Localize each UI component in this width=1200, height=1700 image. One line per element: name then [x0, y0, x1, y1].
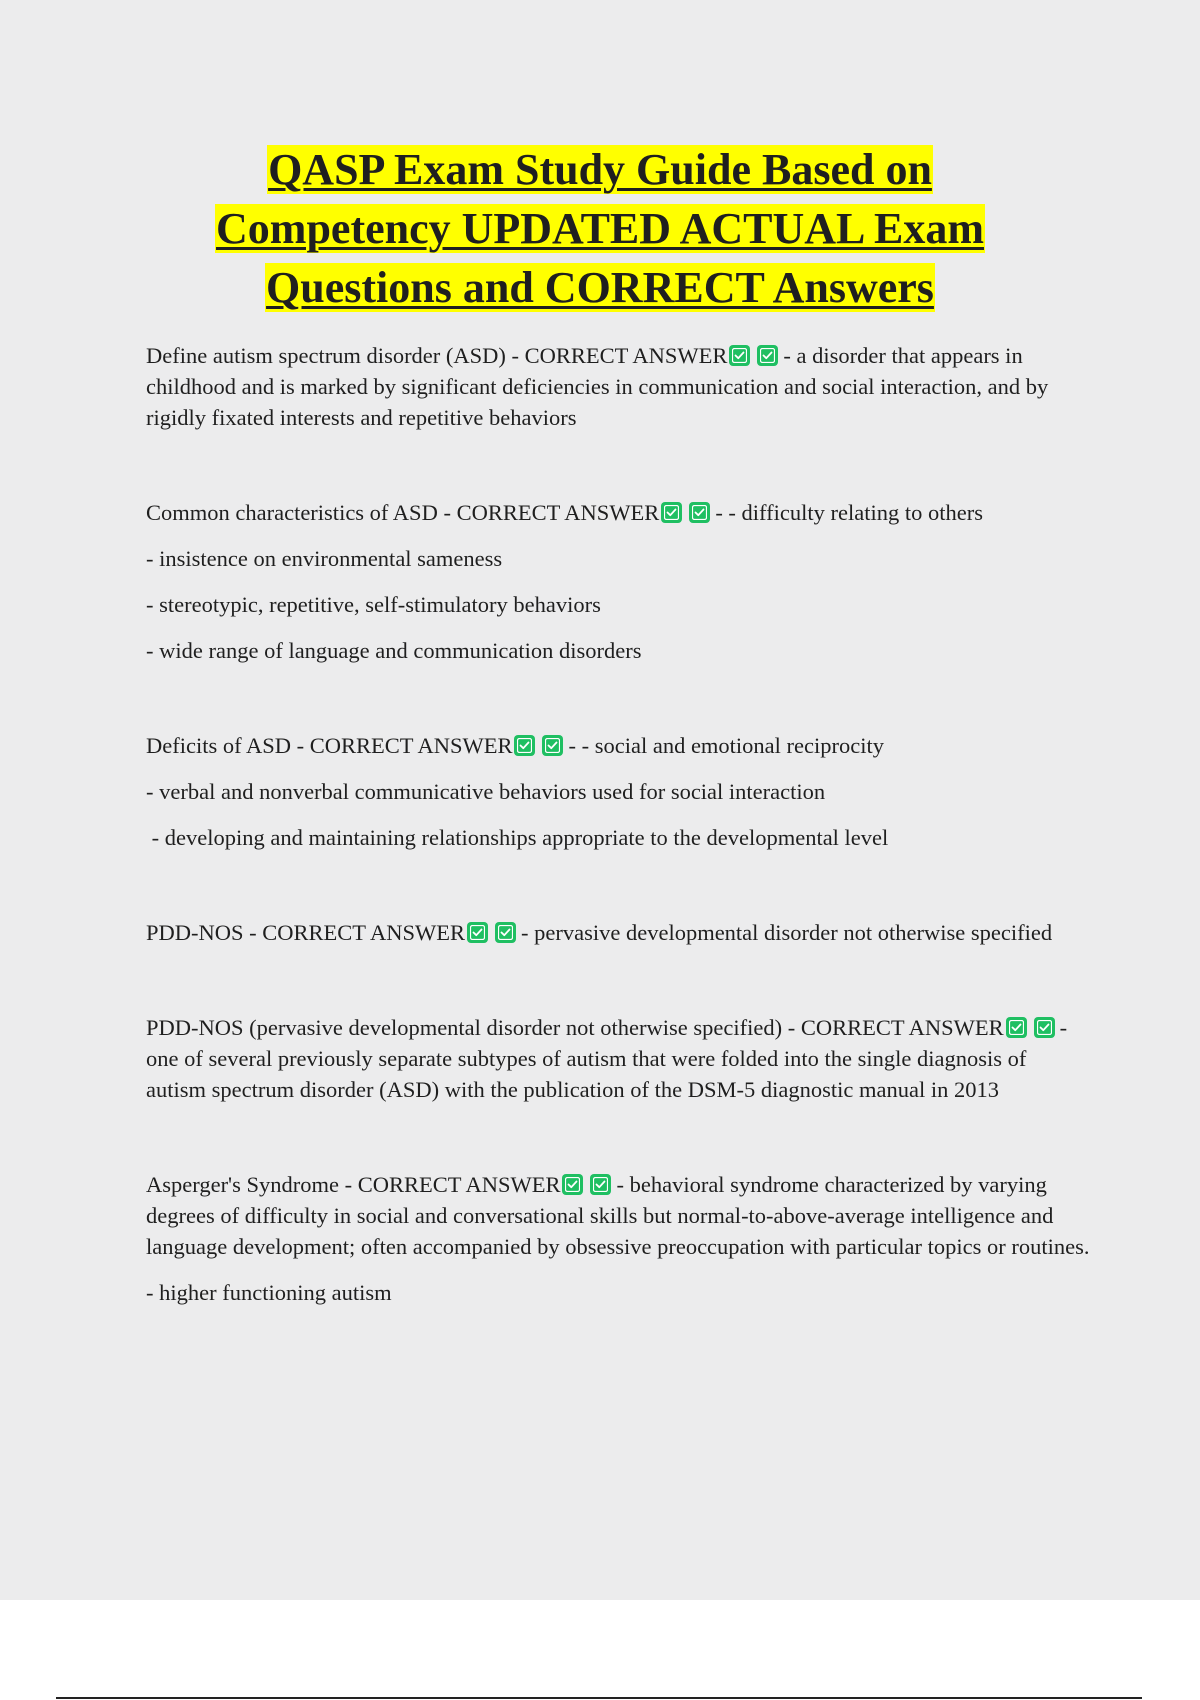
correct-answer-label: CORRECT ANSWER — [357, 1172, 561, 1197]
qa-entry — [146, 1012, 1091, 1105]
check-mark-icon — [661, 502, 682, 523]
qa-question-line — [146, 730, 1091, 761]
qa-entry — [146, 917, 1091, 948]
document-title — [100, 140, 1100, 317]
answer-bullet: - higher functioning autism — [146, 1280, 392, 1305]
qa-question-line — [146, 497, 1091, 528]
question-term: PDD-NOS (pervasive developmental disorder not otherwise specified) - — [146, 1015, 801, 1040]
check-mark-icon — [1006, 1017, 1027, 1038]
correct-answer-label: CORRECT ANSWER — [524, 343, 728, 368]
qa-question-line — [146, 917, 1091, 948]
check-mark-icon — [729, 345, 750, 366]
answer-bullet: - stereotypic, repetitive, self-stimulatory behaviors — [146, 592, 601, 617]
question-term: Deficits of ASD - — [146, 733, 310, 758]
question-term: Common characteristics of ASD - — [146, 500, 457, 525]
correct-answer-label: CORRECT ANSWER — [262, 920, 466, 945]
answer-text: - behavioral syndrome characterized by varying degrees of difficulty in social and conversational skills but normal-to-above-average intelligence and language development; often accompanied by obsessive preoccupation with particular topics or routines. — [146, 1172, 1090, 1259]
correct-answer-label: CORRECT ANSWER — [800, 1015, 1004, 1040]
check-mark-icon — [495, 922, 516, 943]
check-mark-icon — [542, 735, 563, 756]
qa-entry — [146, 340, 1091, 433]
check-mark-icon — [514, 735, 535, 756]
qa-entry — [146, 497, 1091, 666]
question-term: Define autism spectrum disorder (ASD) - — [146, 343, 525, 368]
qa-question-line — [146, 340, 1091, 433]
check-mark-icon — [467, 922, 488, 943]
answer-text: - one of several previously separate subtypes of autism that were folded into the single diagnosis of autism spectrum disorder (ASD) with the publication of the DSM-5 diagnostic manual in 2013 — [146, 1015, 1068, 1102]
title-line-2: Competency UPDATED ACTUAL Exam — [216, 204, 984, 253]
qa-entry — [146, 1169, 1091, 1308]
answer-bullet: - wide range of language and communication disorders — [146, 638, 642, 663]
question-term: Asperger's Syndrome - — [146, 1172, 358, 1197]
title-line-3: Questions and CORRECT Answers — [266, 263, 934, 312]
question-term: PDD-NOS - — [146, 920, 263, 945]
answer-bullet: - insistence on environmental sameness — [146, 546, 503, 571]
answer-text: - pervasive developmental disorder not otherwise specified — [521, 920, 1053, 945]
title-line-1: QASP Exam Study Guide Based on — [268, 145, 932, 194]
check-mark-icon — [757, 345, 778, 366]
check-mark-icon — [562, 1174, 583, 1195]
correct-answer-label: CORRECT ANSWER — [456, 500, 660, 525]
check-mark-icon — [1034, 1017, 1055, 1038]
answer-bullet: - developing and maintaining relationships appropriate to the developmental level — [146, 825, 889, 850]
answer-bullet: - verbal and nonverbal communicative behaviors used for social interaction — [146, 779, 826, 804]
check-mark-icon — [689, 502, 710, 523]
page-divider — [56, 1697, 1142, 1699]
qa-entry — [146, 730, 1091, 853]
answer-text: - - difficulty relating to others — [715, 500, 983, 525]
qa-question-line — [146, 1169, 1091, 1262]
qa-list — [146, 340, 1091, 1308]
answer-text: - - social and emotional reciprocity — [568, 733, 884, 758]
qa-question-line — [146, 1012, 1091, 1105]
check-mark-icon — [590, 1174, 611, 1195]
answer-text: - a disorder that appears in childhood and is marked by significant deficiencies in communication and social interaction, and by rigidly fixated interests and repetitive behaviors — [146, 343, 1049, 430]
correct-answer-label: CORRECT ANSWER — [309, 733, 513, 758]
